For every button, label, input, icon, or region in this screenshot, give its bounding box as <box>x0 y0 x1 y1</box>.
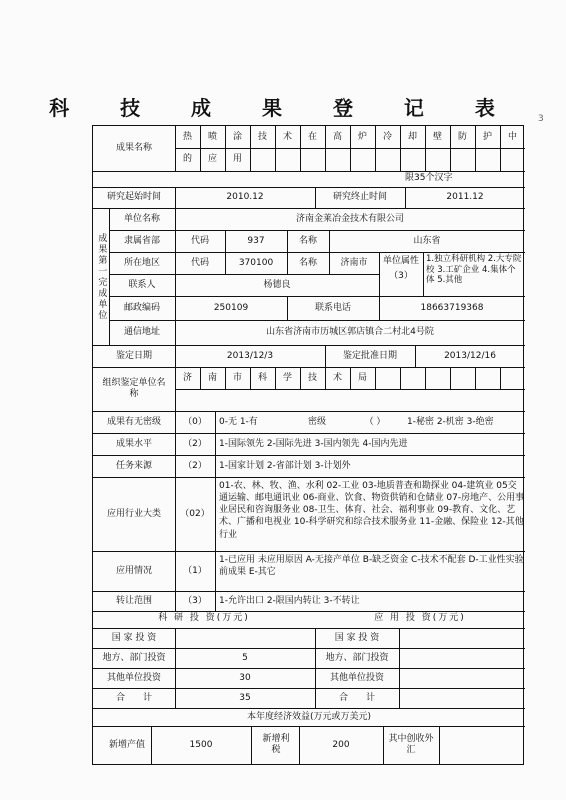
research-invest-label: 地方、部门投资 <box>102 652 166 663</box>
start-time-label: 研究起始时间 <box>106 192 161 203</box>
benefit-header: 本年度经济效益(万元或万美元) <box>246 711 372 722</box>
row-options: 1-已应用 未应用原因 A-无接产单位 B-缺乏资金 C-技术不配套 D-工业性实验前成果 E-其它 <box>219 555 524 578</box>
new-output-label: 新增产值 <box>108 739 145 750</box>
char-cell: 高 <box>332 131 342 142</box>
apply-invest-value <box>399 628 525 648</box>
row-label: 成果有无密级 <box>106 416 161 427</box>
char-cell: 局 <box>357 372 367 383</box>
char-cell: 济 <box>182 372 192 383</box>
char-cell: 喷 <box>207 131 217 142</box>
unit-attr-label <box>379 256 423 292</box>
appraisal-date-label: 鉴定日期 <box>115 350 152 361</box>
new-output-value: 1500 <box>189 739 213 750</box>
phone-value: 18663719368 <box>420 302 484 313</box>
research-invest-value: 35 <box>239 692 251 703</box>
contact-value: 杨德良 <box>263 279 291 290</box>
row-label: 成果水平 <box>115 438 152 449</box>
row-label: 任务来源 <box>115 460 152 471</box>
char-cell: 技 <box>257 131 267 142</box>
dept-code-label: 代码 <box>190 235 209 246</box>
unit-name-label: 单位名称 <box>123 213 160 224</box>
row-options: 1-国家计划 2-省部计划 3-计划外 <box>219 460 351 471</box>
char-cell: 科 <box>257 372 267 383</box>
char-cell: 用 <box>232 154 242 165</box>
dept-name-value: 山东省 <box>413 235 441 246</box>
char-cell: 防 <box>457 131 467 142</box>
project-name-label: 成果名称 <box>115 143 152 154</box>
row-label: 应用情况 <box>115 565 152 576</box>
row-options: 1-允许出口 2-限国内转让 3-不转让 <box>219 595 360 606</box>
phone-label: 联系电话 <box>314 302 351 313</box>
row-options: 0-无 1-有 <box>219 416 258 427</box>
page-mark: 3 <box>538 114 544 124</box>
char-cell: 市 <box>232 372 242 383</box>
row-extra-label: 密级 <box>307 416 326 427</box>
unit-attr-value: （3） <box>389 270 413 281</box>
contact-label: 联系人 <box>128 279 156 290</box>
row-code: （2） <box>183 460 207 471</box>
address-label: 通信地址 <box>123 327 160 338</box>
appraisal-org-label: 组织鉴定单位名称 <box>102 378 166 399</box>
research-invest-value <box>175 628 315 648</box>
char-cell: 中 <box>507 131 517 142</box>
postcode-value: 250109 <box>213 302 249 313</box>
research-invest-label: 国 家 投 资 <box>111 632 157 643</box>
char-cell: 技 <box>307 372 317 383</box>
char-cell: 应 <box>207 154 217 165</box>
research-invest-value: 5 <box>242 652 248 663</box>
unit-section-label: 成果第一完成单位 <box>96 232 107 321</box>
row-code: （1） <box>183 565 207 576</box>
row-code: （02） <box>180 508 210 519</box>
char-cell: 在 <box>307 131 317 142</box>
dept-code-value: 937 <box>247 235 265 246</box>
apply-invest-value <box>399 688 525 708</box>
approval-date-value: 2013/12/16 <box>444 350 496 361</box>
project-name-note: 限35个汉字 <box>405 173 453 183</box>
char-cell: 护 <box>482 131 492 142</box>
char-cell: 却 <box>407 131 417 142</box>
new-tax-label: 新增利税 <box>262 734 290 755</box>
registration-table <box>92 125 524 765</box>
end-time-value: 2011.12 <box>446 192 484 203</box>
apply-invest-header: 应 用 投 资(万元) <box>374 612 466 623</box>
end-time-label: 研究终止时间 <box>332 192 387 203</box>
apply-invest-label: 国 家 投 资 <box>334 632 380 643</box>
postcode-label: 邮政编码 <box>123 302 160 313</box>
apply-invest-label: 其他单位投资 <box>329 672 384 683</box>
research-invest-value: 30 <box>239 672 251 683</box>
row-options: 01-农、林、牧、渔、水利 02-工业 03-地质普查和勘探业 04-建筑业 05交通运输、邮电通讯业 06-商业、饮食、物资供销和仓储业 07-房地产、公用事业居民和咨询服务业 08-卫生、体育、社会、福利事业 09-教育、文化、艺术、广播和电视业 10-科学研究和综合技术服务业 11-金融、保险业 12-其他行业 <box>219 481 525 540</box>
region-name-value: 济南市 <box>340 257 368 268</box>
char-cell: 壁 <box>432 131 442 142</box>
research-invest-label: 其他单位投资 <box>106 672 161 683</box>
unit-name-value: 济南金莱冶金技术有限公司 <box>295 213 404 224</box>
row-code: （3） <box>183 595 207 606</box>
address-value: 山东省济南市历城区郭店镇合二村北4号院 <box>266 327 434 338</box>
forex-label: 其中创收外汇 <box>388 734 434 755</box>
row-label: 转让范围 <box>115 595 152 606</box>
new-tax-value: 200 <box>332 739 350 750</box>
char-cell: 南 <box>207 372 217 383</box>
forex-value <box>439 726 525 764</box>
apply-invest-value <box>399 668 525 688</box>
region-name-label: 名称 <box>298 257 317 268</box>
start-time-value: 2010.12 <box>226 192 264 203</box>
apply-invest-value <box>399 648 525 668</box>
char-cell: 学 <box>282 372 292 383</box>
apply-invest-label: 合 计 <box>338 692 375 703</box>
region-code-value: 370100 <box>238 257 274 268</box>
char-cell: 冷 <box>382 131 392 142</box>
dept-name-label: 名称 <box>298 235 317 246</box>
row-code: （2） <box>183 438 207 449</box>
research-invest-header: 科 研 投 资(万元) <box>158 612 250 623</box>
form-title: 科 技 成 果 登 记 表 <box>49 96 517 120</box>
row-code: （0） <box>183 416 207 427</box>
char-cell: 术 <box>282 131 292 142</box>
row-extra-options: 1-秘密 2-机密 3-绝密 <box>407 416 494 427</box>
region-label: 所在地区 <box>123 257 160 268</box>
apply-invest-label: 地方、部门投资 <box>325 652 389 663</box>
char-cell: 炉 <box>357 131 367 142</box>
row-label: 应用行业大类 <box>106 508 161 519</box>
research-invest-label: 合 计 <box>115 692 152 703</box>
appraisal-date-value: 2013/12/3 <box>226 350 274 361</box>
dept-label: 隶属省部 <box>123 235 160 246</box>
region-code-label: 代码 <box>190 257 209 268</box>
unit-attr-options: 1.独立科研机构 2.大专院校 3.工矿企业 4.集体个体 5.其他 <box>426 254 522 286</box>
row-options: 1-国际领先 2-国际先进 3-国内领先 4-国内先进 <box>219 438 408 449</box>
char-cell: 的 <box>182 154 192 165</box>
unit-attr-label-text: 单位属性 <box>382 256 419 266</box>
row-extra-code: （ ） <box>364 416 386 427</box>
char-cell: 热 <box>182 131 192 142</box>
approval-date-label: 鉴定批准日期 <box>342 350 397 361</box>
char-cell: 涂 <box>232 131 242 142</box>
char-cell: 术 <box>332 372 342 383</box>
